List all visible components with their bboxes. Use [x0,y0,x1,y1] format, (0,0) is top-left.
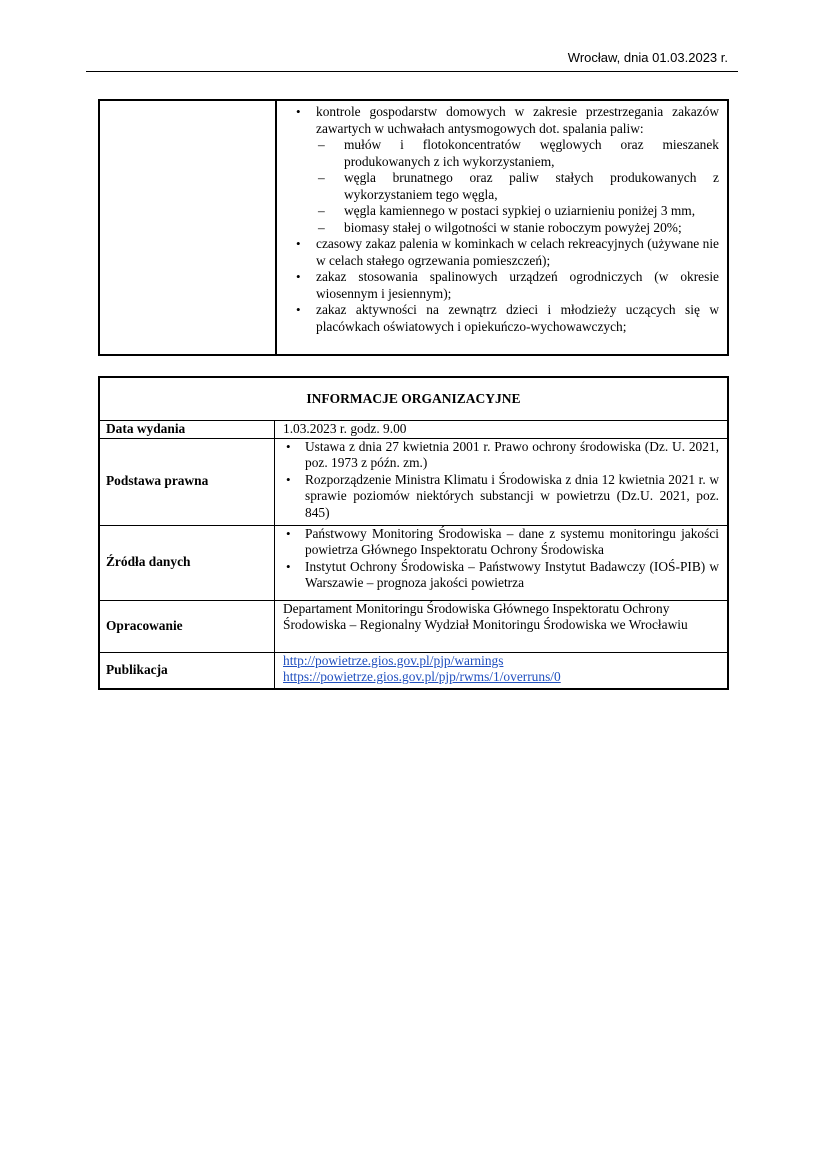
legal-basis-label: Podstawa prawna [99,438,275,525]
prepared-label: Opracowanie [99,600,275,652]
measure-item: • zakaz aktywności na zewnątrz dzieci i młodzieży uczących się w placówkach oświatowych i opiekuńczo-wychowawczych; [286,302,719,335]
overruns-link[interactable]: https://powietrze.gios.gov.pl/pjp/rwms/1/overruns/0 [283,669,561,684]
publication-value [275,652,729,689]
source-item: • Instytut Ochrony Środowiska – Państwowy Instytut Badawczy (IOŚ-PIB) w Warszawie – prognoza jakości powietrza [283,559,719,592]
measures-label-cell [99,100,276,355]
sources-row [99,525,728,600]
prepared-row [99,600,728,652]
legal-basis-value [275,438,729,525]
fuel-subitem: – biomasy stałej o wilgotności w stanie roboczym powyżej 20%; [316,220,719,237]
measures-row [99,100,728,355]
publication-row [99,652,728,689]
fuel-subitem: – mułów i flotokoncentratów węglowych oraz mieszanek produkowanych z ich wykorzystaniem, [316,137,719,170]
fuel-sublist [316,137,719,236]
legal-basis-list [283,439,719,522]
fuel-subitem: – węgla kamiennego w postaci sypkiej o uziarnieniu poniżej 3 mm, [316,203,719,220]
measures-list [286,104,719,335]
legal-basis-item: • Rozporządzenie Ministra Klimatu i Środowiska z dnia 12 kwietnia 2021 r. w sprawie poziomów niektórych substancji w powietrzu (Dz.U. 2021, poz. 845) [283,472,719,522]
issue-date-value: 1.03.2023 r. godz. 9.00 [275,421,729,439]
publication-label: Publikacja [99,652,275,689]
source-item: • Państwowy Monitoring Środowiska – dane z systemu monitoringu jakości powietrza Głównego Inspektoratu Ochrony Środowiska [283,526,719,559]
measures-content-cell [276,100,728,355]
measure-item-text: kontrole gospodarstw domowych w zakresie przestrzegania zakazów zawartych w uchwałach antysmogowych dot. spalania paliw: [316,104,719,136]
header-divider [86,71,738,72]
legal-basis-item: • Ustawa z dnia 27 kwietnia 2001 r. Prawo ochrony środowiska (Dz. U. 2021, poz. 1973 z późn. zm.) [283,439,719,472]
issue-date-row [99,421,728,439]
warnings-link[interactable]: http://powietrze.gios.gov.pl/pjp/warnings [283,652,504,668]
measure-item: • zakaz stosowania spalinowych urządzeń ogrodniczych (w okresie wiosennym i jesiennym); [286,269,719,302]
measures-table [98,99,729,356]
issue-date-label: Data wydania [99,421,275,439]
prepared-value: Departament Monitoringu Środowiska Głównego Inspektoratu Ochrony Środowiska – Regionalny Wydział Monitoringu Środowiska we Wrocławiu [275,600,729,652]
measure-item: • czasowy zakaz palenia w kominkach w celach rekreacyjnych (używane nie w celach stałego ogrzewania pomieszczeń); [286,236,719,269]
sources-value [275,525,729,600]
sources-label: Źródła danych [99,525,275,600]
fuel-subitem: – węgla brunatnego oraz paliw stałych produkowanych z wykorzystaniem tego węgla, [316,170,719,203]
measure-item [286,104,719,236]
header-date: Wrocław, dnia 01.03.2023 r. [567,50,728,65]
org-info-title: INFORMACJE ORGANIZACYJNE [99,377,728,421]
org-info-table [98,376,729,690]
sources-list [283,526,719,592]
legal-basis-row [99,438,728,525]
